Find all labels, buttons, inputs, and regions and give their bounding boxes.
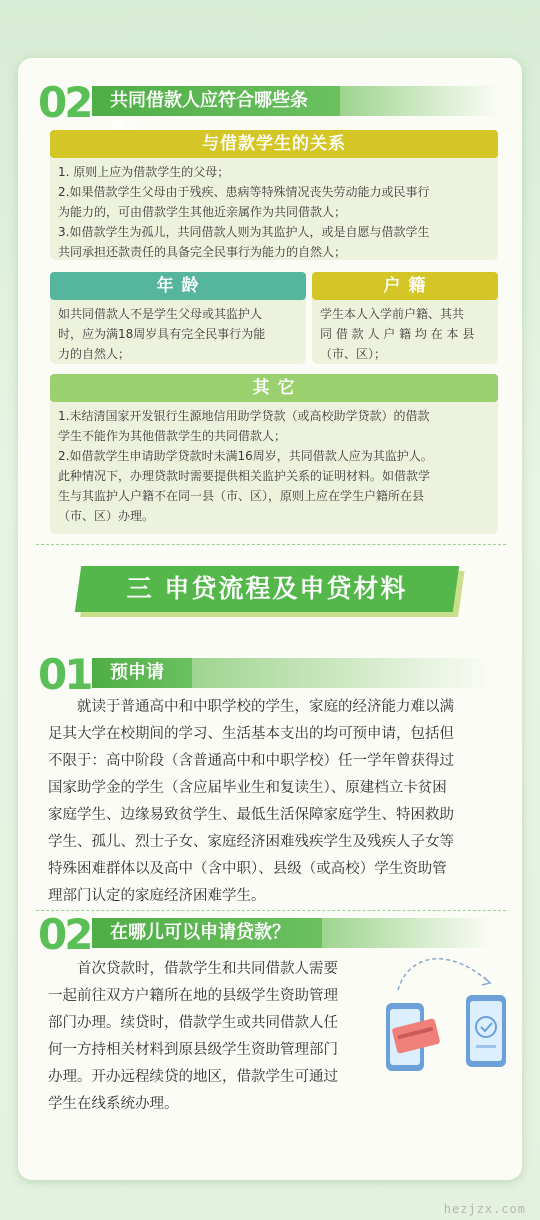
relation-header: 与借款学生的关系 [50,130,498,158]
age-text: 如共同借款人不是学生父母或其监护人 时，应为满18周岁具有完全民事行为能 力的自然人； [58,307,266,361]
other-header: 其 它 [50,374,498,402]
divider [36,544,506,545]
section-title-bar: 共同借款人应符合哪些条 [92,86,340,116]
section-title-bar: 预申请 [92,658,192,688]
huji-header: 户 籍 [312,272,498,300]
divider [36,910,506,911]
title-bar-fade [192,658,492,688]
transfer-arrow-icon [398,959,490,990]
section-title-bar: 在哪儿可以申请贷款？ [92,918,322,948]
section-number: 01 [38,650,91,699]
phone-card-icon [386,1003,440,1071]
age-header: 年 龄 [50,272,306,300]
huji-text: 学生本人入学前户籍、其共 同 借 款 人 户 籍 均 在 本 县 （市、区）； [320,307,475,361]
title-bar-fade [322,918,492,948]
preapply-paragraph: 就读于普通高中和中职学校的学生，家庭的经济能力难以满 足其大学在校期间的学习、生活基本支出的均可预申请，包括但 不限于：高中阶段（含普通高中和中职学校）任一学年曾获得过 国家助学金的学生（含应届毕业生和复读生）、原建档立卡贫困 家庭学生、边缘易致贫学生、最低生活保障家庭学生、特困救助 学生、孤儿、烈士子女、家庭经济困难残疾学生及残疾人子女等 特殊困难群体以及高中（含中职）、县级（或高校）学生资助管 理部门认定的家庭经济困难学生。 [48,699,454,904]
section-number: 02 [38,910,91,959]
section-number: 02 [38,78,91,127]
section-banner-title: 三 申贷流程及申贷材料 [126,574,408,603]
other-text: 1.未结清国家开发银行生源地信用助学贷款（或高校助学贷款）的借款 学生不能作为其他借款学生的共同借款人； 2.如借款学生申请助学贷款时未满16周岁，共同借款人应为其监护人。 此种情况下，办理贷款时需要提供相关监护关系的证明材料。如借款学 生与其监护人户籍不在同一县（市、区），原则上应在学生户籍所在县 （市、区）办理。 [58,409,433,523]
phone-transfer-illustration [378,945,518,1075]
phone-check-icon [466,995,506,1067]
watermark: hezjzx.com [443,1202,526,1216]
title-bar-fade [340,86,500,116]
relation-text: 1. 原则上应为借款学生的父母； 2.如果借款学生父母由于残疾、患病等特殊情况丧失劳动能力或民事行 为能力的，可由借款学生其他近亲属作为共同借款人； 3.如借款学生为孤儿，共同借款人则为其监护人，或是自愿与借款学生 共同承担还款责任的具备完全民事行为能力的自然人； [58,165,430,259]
where-paragraph: 首次贷款时，借款学生和共同借款人需要 一起前往双方户籍所在地的县级学生资助管理 部门办理。续贷时，借款学生或共同借款人任 何一方持相关材料到原县级学生资助管理部门 办理。开办远程续贷的地区，借款学生可通过 学生在线系统办理。 [48,961,338,1112]
